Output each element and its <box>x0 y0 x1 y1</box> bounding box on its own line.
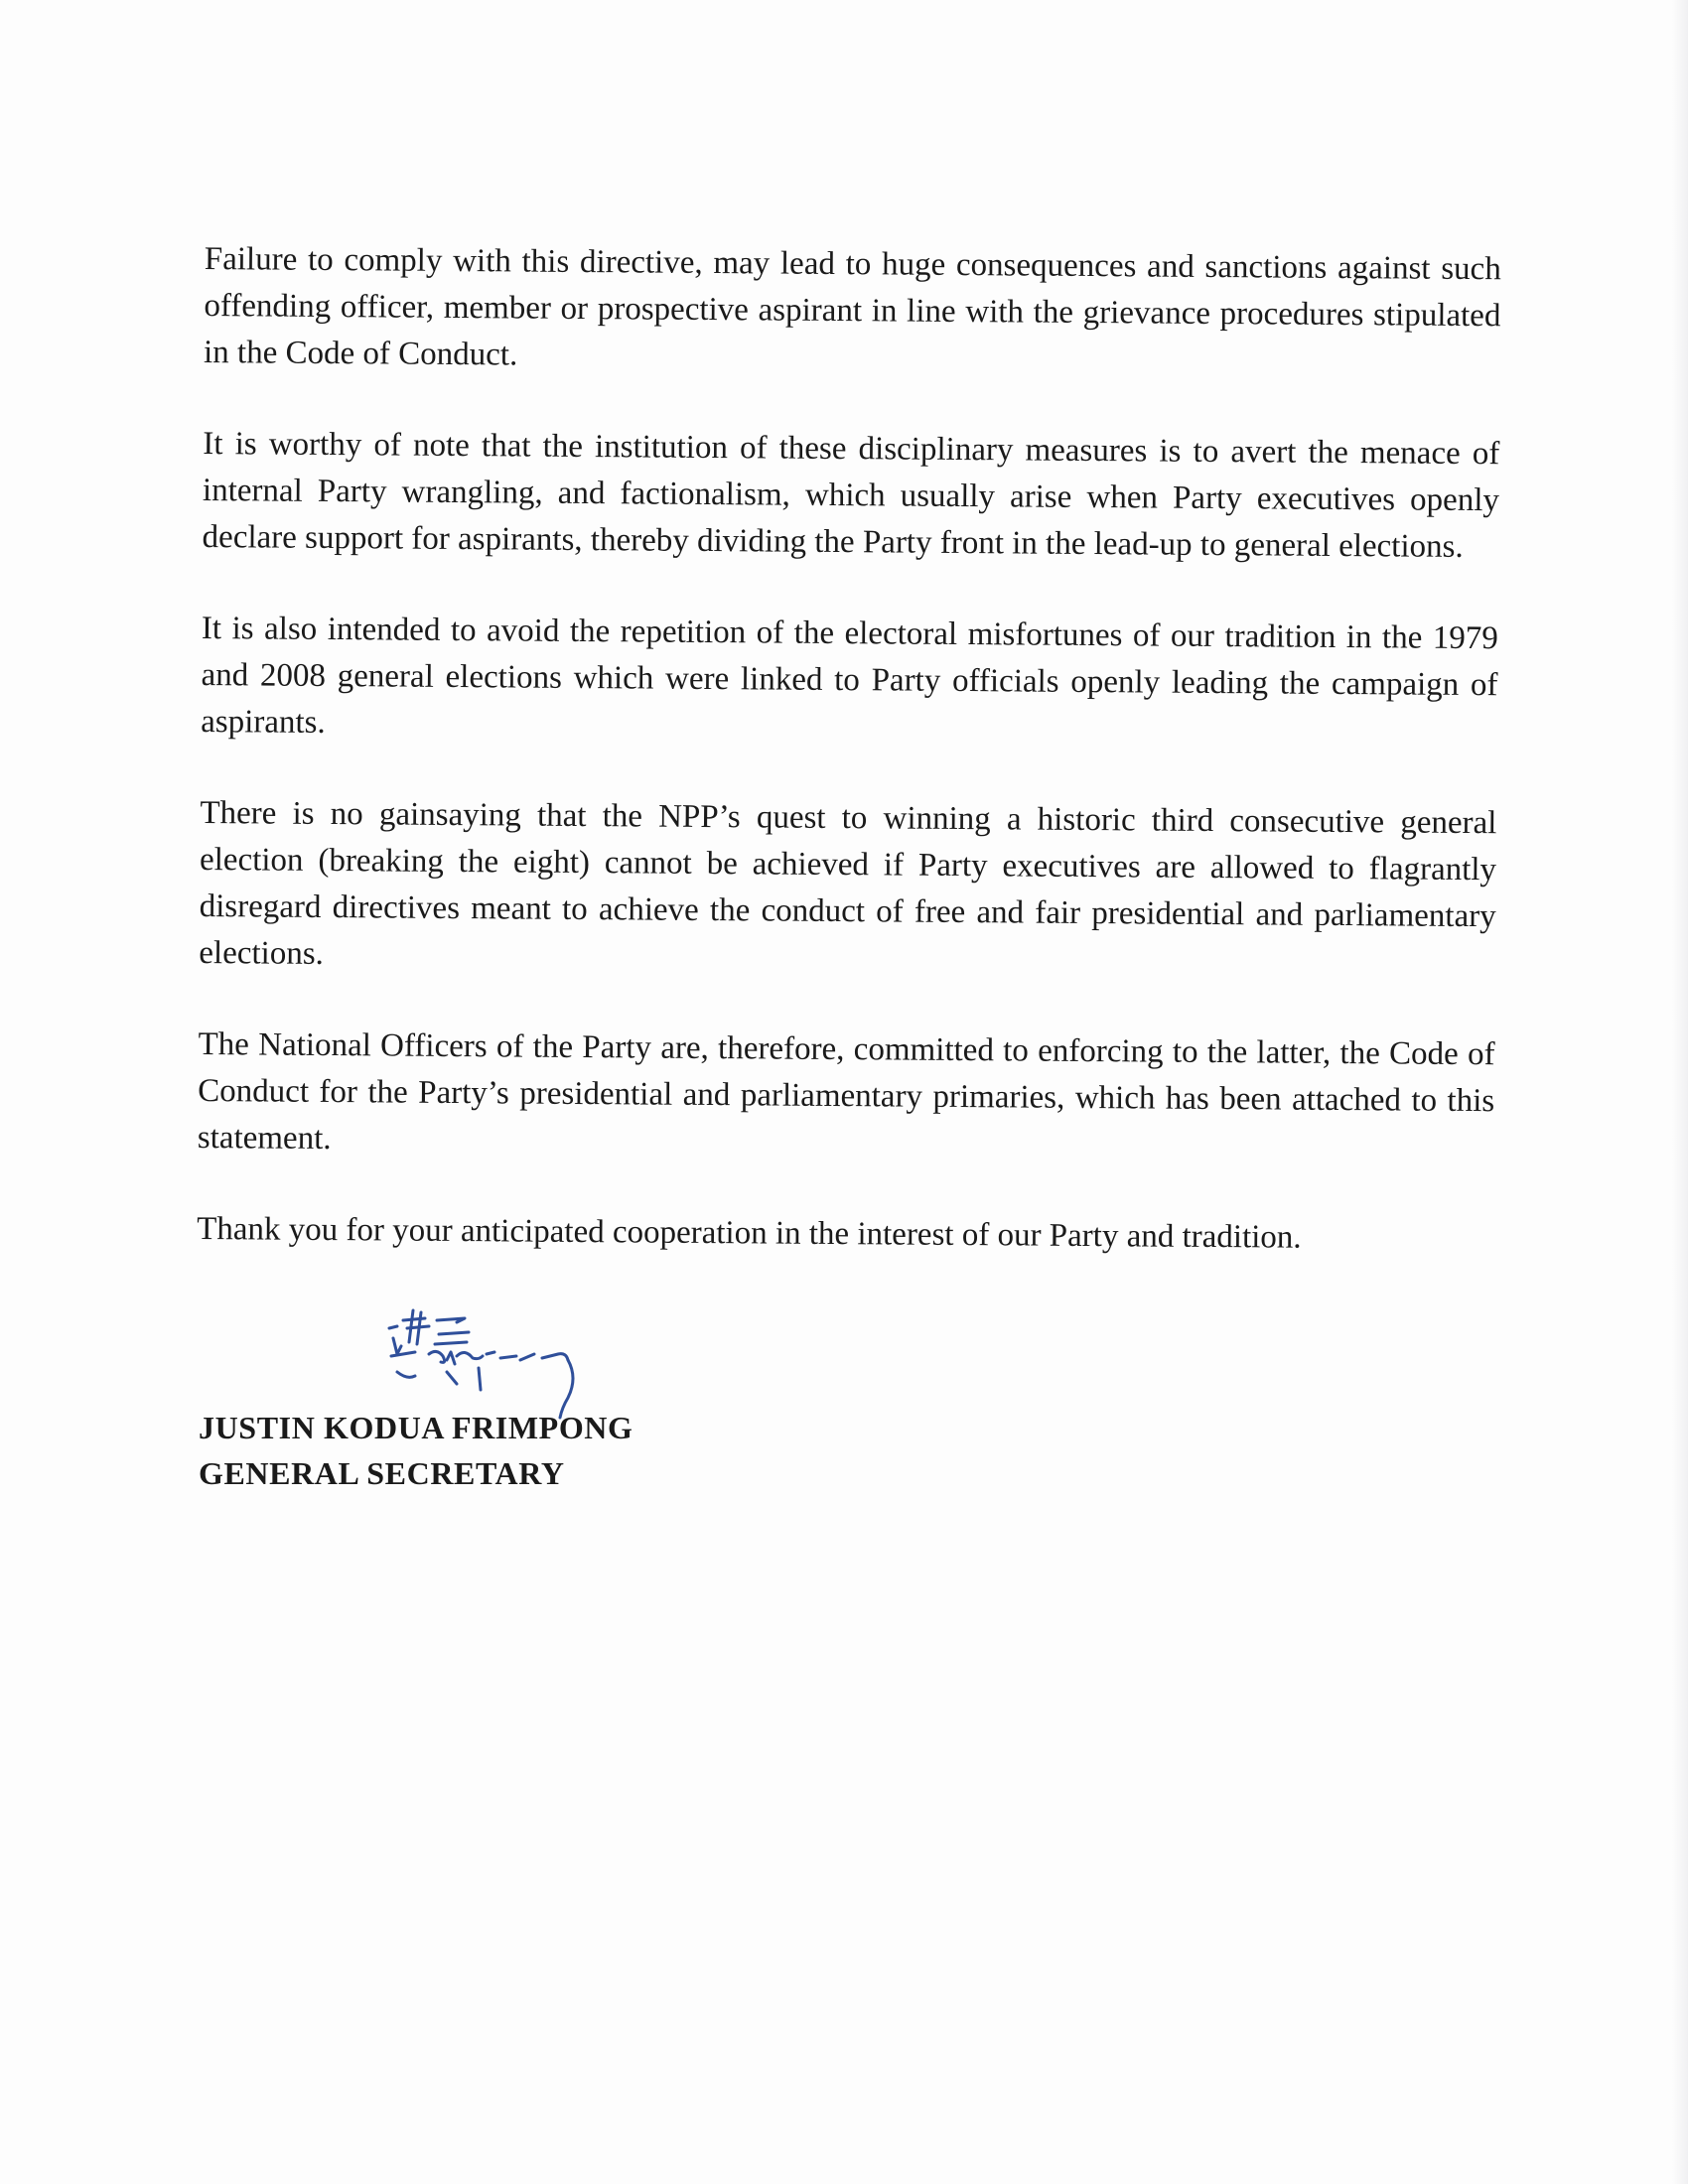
paragraph-disciplinary-purpose: It is worthy of note that the institution of these disciplinary measures is to avert the menace of internal Party wrangling, and factionalism, which usually arise when Party executives openly declare support for aspirants, thereby dividing the Party front in the lead-up to general elections. <box>202 425 1500 565</box>
paragraph-code-of-conduct: The National Officers of the Party are, therefore, committed to enforcing to the latter, the Code of Conduct for the Party’s presidential and parliamentary primaries, which has been attached to this statement. <box>197 1025 1495 1158</box>
signatory-title: GENERAL SECRETARY <box>199 1455 565 1491</box>
paragraph-third-term-quest: There is no gainsaying that the NPP’s quest to winning a historic third consecutive general election (breaking the eight) cannot be achieved if Party executives are allowed to flagrantly disregard directives meant to achieve the conduct of free and fair presidential and parliamentary elections. <box>199 794 1497 972</box>
paragraph-thank-you: Thank you for your anticipated cooperation in the interest of our Party and tradition. <box>197 1210 1302 1256</box>
letter-body <box>197 236 1501 1307</box>
signature-block <box>199 1298 894 1517</box>
page-edge-shadow <box>1672 0 1688 2184</box>
paragraph-compliance-warning: Failure to comply with this directive, may lead to huge consequences and sanctions against such offending officer, member or prospective aspirant in line with the grievance procedures stipulated in the Code of Conduct. <box>203 240 1501 373</box>
signatory-name: JUSTIN KODUA FRIMPONG <box>199 1410 633 1445</box>
paragraph-electoral-history: It is also intended to avoid the repetition of the electoral misfortunes of our tradition in the 1979 and 2008 general elections which were linked to Party officials openly leading the campaign of aspirants. <box>201 610 1498 741</box>
